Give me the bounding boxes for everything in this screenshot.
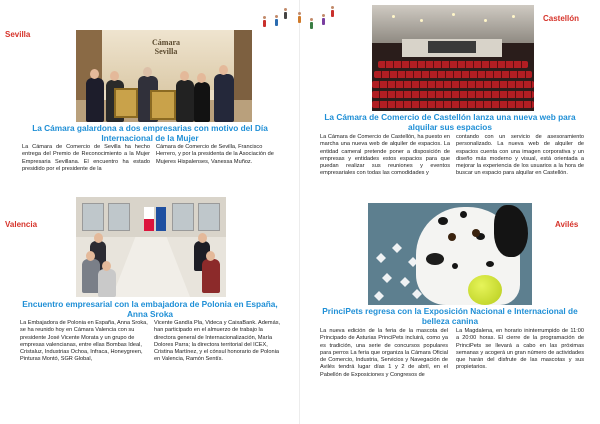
- headline-aviles: PrinciPets regresa con la Exposición Nacional e Internacional de belleza canina: [322, 306, 578, 326]
- photo-castellon-auditorium: [372, 5, 534, 111]
- city-label-valencia: Valencia: [5, 220, 38, 229]
- headline-valencia: Encuentro empresarial con la embajadora de Polonia en España, Anna Sroka: [22, 299, 278, 319]
- city-label-aviles: Avilés: [555, 220, 579, 229]
- article-sevilla-col1: La Cámara de Comercio de Sevilla ha hecho entrega del Premio de Reconocimiento a la Mujer Empresaria Sevillana. El encuentro ha estado presidido por el presidente de la: [22, 144, 150, 172]
- photo-aviles-dalmatian: [368, 203, 532, 305]
- photo-valencia-meeting: [76, 197, 226, 297]
- headline-castellon: La Cámara de Comercio de Castellón lanza una nueva web para alquilar sus espacios: [324, 112, 576, 132]
- article-castellon-col1: La Cámara de Comercio de Castellón, ha puesto en marcha una nueva web de alquiler de espacios. La entidad cameral pretende poner a disposición de empresas y entidades estos espacios para que puedan realizar sus reuniones y eventos empresariales con todas las comodidades y: [320, 134, 450, 177]
- article-aviles-col2: La Magdalena, en horario ininterrumpido de 11:00 a 20:00 horas. El cierre de la programación de PrinciPets se llevará a cabo en las próximas semanas y acogerá un gran número de actividades que harán del disfrute de las mascotas y sus propietarios.: [456, 328, 584, 371]
- article-sevilla-col2: Cámara de Comercio de Sevilla, Francisco Herrero, y por la presidenta de la Asociación de Mujeres Hispalenses, Vanessa Muñoz.: [156, 144, 274, 165]
- page-divider: [299, 0, 300, 424]
- article-valencia-col1: La Embajadora de Polonia en España, Anna Sroka, se ha reunido hoy en Cámara Valencia con su presidente José Vicente Morata y un grupo de empresas valencianas, entre ellas Bombas Ideal, Cristaluz, Industrias Ochoa, Infraca, Honeygreen, Pinturas Montó, SGR Global,: [20, 320, 148, 363]
- headline-sevilla: La Cámara galardona a dos empresarias con motivo del Día Internacional de la Mujer: [32, 123, 268, 143]
- article-castellon-col2: contando con un servicio de asesoramiento personalizado. La nueva web de alquiler de espacios cuenta con una imagen corporativa y un diseño más moderno y visual, está orientada a mejorar la experiencia de los usuarios a la hora de buscar un espacio para alquilar en Castellón.: [456, 134, 584, 177]
- tennis-ball: [468, 275, 502, 305]
- city-label-castellon: Castellón: [543, 14, 580, 23]
- article-aviles-col1: La nueva edición de la feria de la mascota del Principado de Asturias PrinciPets incluirá, como ya es tradición, una serie de concursos populares para perros La feria que organiza la Cámara Oficial de Comercio, Industria, Servicios y Navegación de Avilés tendrá lugar días 1 y 2 de abril, en el Pabellón de Exposiciones y Congresos de: [320, 328, 448, 378]
- photo-sevilla-award: [76, 30, 252, 122]
- city-label-sevilla: Sevilla: [5, 30, 31, 39]
- article-valencia-col2: Vicente Gandía Pla, Videca y CaixaBank. Además, han participado en el almuerzo de trabajo la directora general de Internacionalización, María Dolores Parra; la directora territorial del ICEX, Cristina Martínez, y el cónsul honorario de Polonia en Valencia, Ramón Sentís.: [154, 320, 281, 363]
- camara-sevilla-logo: Cámara Sevilla: [152, 38, 180, 56]
